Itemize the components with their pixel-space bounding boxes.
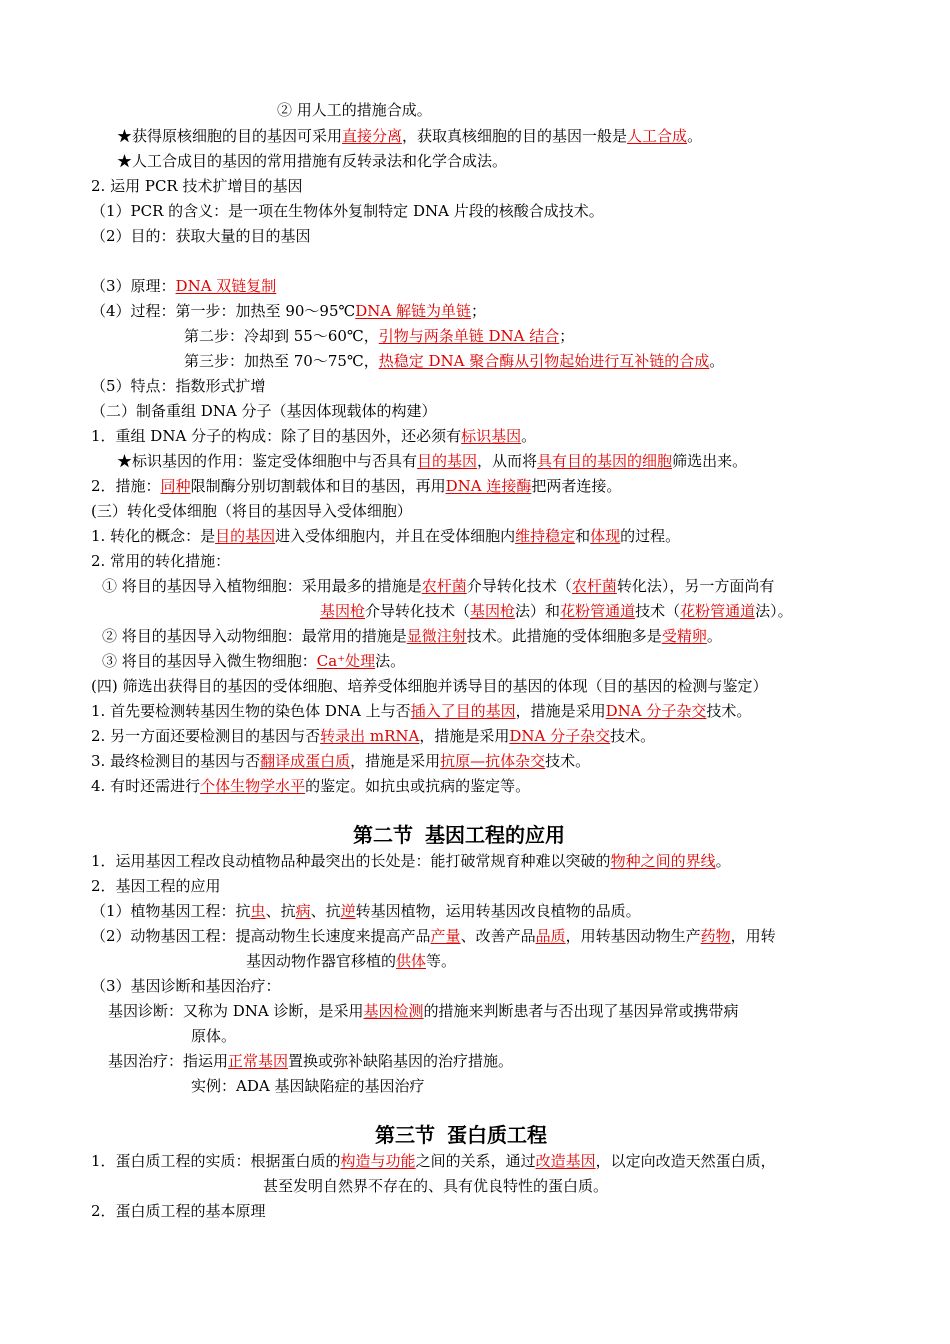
text-segment: ② 将目的基因导入动物细胞：最常用的措施是 [102, 627, 407, 645]
text-segment: （1）PCR 的含义：是一项在生物体外复制特定 DNA 片段的核酸合成技术。 [91, 202, 604, 220]
text-segment: 基因治疗：指运用 [108, 1052, 229, 1070]
key-term: 基因枪 [470, 602, 516, 620]
key-term: 人工合成 [627, 127, 688, 145]
text-segment: （1）植物基因工程：抗 [91, 902, 251, 920]
text-line [191, 1026, 236, 1046]
text-segment: 技术。 [610, 727, 656, 745]
text-segment: 第二步：冷却到 55～60℃， [184, 327, 379, 345]
text-segment: 技术。此措施的受体细胞多是 [466, 627, 662, 645]
text-segment: 1. 转化的概念：是 [91, 527, 216, 545]
text-segment: 、抗 [265, 902, 296, 920]
text-segment: 等。 [426, 952, 457, 970]
text-line [91, 226, 311, 246]
key-term: 病 [295, 902, 311, 920]
key-term: 药物 [700, 927, 731, 945]
text-segment: ★标识基因的作用：鉴定受体细胞中与否具有 [117, 452, 418, 470]
text-segment: ★获得原核细胞的目的基因可采用 [117, 127, 343, 145]
key-term: 同种 [160, 477, 191, 495]
text-segment: 技术。 [545, 752, 591, 770]
key-term: 逆 [340, 902, 356, 920]
key-term: 农杆菌 [571, 577, 617, 595]
text-line [91, 876, 221, 896]
text-line [320, 601, 793, 621]
section-heading-3 [375, 1122, 547, 1148]
text-segment: 2. 常用的转化措施： [91, 552, 231, 570]
text-segment: 的过程。 [620, 527, 681, 545]
text-segment: ① 将目的基因导入植物细胞：采用最多的措施是 [102, 577, 422, 595]
text-line [91, 1151, 776, 1171]
text-segment: 把两者连接。 [531, 477, 622, 495]
text-line [91, 976, 281, 996]
key-term: 产量 [430, 927, 461, 945]
key-term: 目的基因 [417, 452, 478, 470]
key-term: 热稳定 DNA 聚合酶从引物起始进行互补链的合成 [378, 352, 710, 370]
text-segment: ，用转基因动物生产 [565, 927, 701, 945]
text-segment: 2．蛋白质工程的基本原理 [91, 1202, 266, 1220]
text-segment: 1．重组 DNA 分子的构成：除了目的基因外，还必须有 [91, 427, 462, 445]
text-line [184, 351, 724, 371]
text-segment: 1. 首先要检测转基因生物的染色体 DNA 上与否 [91, 702, 411, 720]
text-line [91, 851, 731, 871]
heading-title: 蛋白质工程 [447, 1123, 547, 1147]
text-segment: 的鉴定。如抗虫或抗病的鉴定等。 [305, 777, 531, 795]
text-line [263, 1176, 608, 1196]
text-segment: 技术（ [635, 602, 681, 620]
key-term: 正常基因 [228, 1052, 289, 1070]
text-line [91, 376, 266, 396]
text-line [91, 426, 536, 446]
text-segment: （3）原理： [91, 277, 176, 295]
text-segment: 、改善产品 [460, 927, 536, 945]
key-term: 翻译成蛋白质 [260, 752, 351, 770]
text-segment: 筛选出来。 [672, 452, 748, 470]
text-segment: 转基因植物，运用转基因改良植物的品质。 [355, 902, 641, 920]
text-segment: 2．基因工程的应用 [91, 877, 221, 895]
key-term: DNA 双链复制 [175, 277, 277, 295]
key-term: 农杆菌 [421, 577, 467, 595]
text-line [91, 751, 590, 771]
text-line [91, 476, 621, 496]
text-line [91, 1201, 266, 1221]
text-line [184, 326, 574, 346]
text-segment: 法）。 [755, 602, 793, 620]
text-segment: 原体。 [191, 1027, 237, 1045]
text-segment: 和 [575, 527, 591, 545]
text-segment: 进入受体细胞内，并且在受体细胞内 [275, 527, 516, 545]
text-segment: 转化法），另一方面尚有 [616, 577, 775, 595]
text-line [91, 501, 412, 521]
key-term: 显微注射 [406, 627, 467, 645]
key-term: Ca⁺处理 [316, 652, 376, 670]
text-segment: ★人工合成目的基因的常用措施有反转录法和化学合成法。 [117, 152, 508, 170]
key-term: 受精卵 [661, 627, 707, 645]
text-segment: （二）制备重组 DNA 分子（基因体现载体的构建） [91, 402, 437, 420]
text-line [91, 901, 641, 921]
key-term: 插入了目的基因 [410, 702, 516, 720]
key-term: 改造基因 [535, 1152, 596, 1170]
text-line [91, 176, 302, 196]
text-line [91, 776, 530, 796]
key-term: 基因枪 [320, 602, 366, 620]
text-line [191, 1076, 424, 1096]
text-segment: 、抗 [310, 902, 341, 920]
text-segment: (三）转化受体细胞（将目的基因导入受体细胞） [91, 502, 412, 520]
text-segment: 法。 [375, 652, 406, 670]
text-line [108, 1001, 739, 1021]
text-segment: 第三步：加热至 70～75℃， [184, 352, 379, 370]
text-segment: （5）特点：指数形式扩增 [91, 377, 266, 395]
text-segment: 置换或弥补缺陷基因的治疗措施。 [288, 1052, 514, 1070]
key-term: 目的基因 [215, 527, 276, 545]
text-segment: 。 [687, 127, 703, 145]
text-segment: 4. 有时还需进行 [91, 777, 201, 795]
key-term: 维持稳定 [515, 527, 576, 545]
text-segment: (四) 筛选出获得目的基因的受体细胞、培养受体细胞并诱导目的基因的体现（目的基因的检测与鉴定） [91, 677, 768, 695]
key-term: DNA 连接酶 [445, 477, 532, 495]
text-line [91, 676, 767, 696]
text-segment: 之间的关系，通过 [415, 1152, 536, 1170]
text-segment: 。 [715, 852, 731, 870]
text-line [91, 401, 437, 421]
text-segment: 1．运用基因工程改良动植物品种最突出的长处是：能打破常规育种难以突破的 [91, 852, 611, 870]
key-term: 个体生物学水平 [200, 777, 306, 795]
key-term: 抗原—抗体杂交 [440, 752, 546, 770]
key-term: 物种之间的界线 [610, 852, 716, 870]
key-term: 具有目的基因的细胞 [537, 452, 673, 470]
key-term: DNA 分子杂交 [605, 702, 707, 720]
text-segment: 1．蛋白质工程的实质：根据蛋白质的 [91, 1152, 341, 1170]
text-segment: 介导转化技术（ [365, 602, 471, 620]
text-line [91, 301, 486, 321]
text-line [91, 701, 751, 721]
key-term: DNA 解链为单链 [355, 302, 472, 320]
text-segment: 限制酶分别切割载体和目的基因，再用 [190, 477, 446, 495]
key-term: 标识基因 [461, 427, 522, 445]
key-term: 花粉管通道 [680, 602, 756, 620]
text-line [277, 100, 432, 120]
text-segment: 的措施来判断患者与否出现了基因异常或携带病 [423, 1002, 739, 1020]
text-line [102, 651, 405, 671]
text-segment: ； [559, 327, 575, 345]
text-segment: 基因诊断：又称为 DNA 诊断，是采用 [108, 1002, 364, 1020]
text-segment: 基因动物作器官移植的 [246, 952, 397, 970]
heading-number: 第三节 [375, 1123, 435, 1147]
section-heading-2 [353, 822, 565, 848]
text-line [91, 276, 276, 296]
text-segment: ③ 将目的基因导入微生物细胞： [102, 652, 317, 670]
text-segment: （2）目的：获取大量的目的基因 [91, 227, 311, 245]
text-segment: 实例：ADA 基因缺陷症的基因治疗 [191, 1077, 425, 1095]
text-segment: ，从而将 [477, 452, 538, 470]
key-term: 品质 [535, 927, 566, 945]
text-segment: 介导转化技术（ [466, 577, 572, 595]
key-term: 体现 [590, 527, 621, 545]
text-segment: 法）和 [515, 602, 561, 620]
text-segment: 3. 最终检测目的基因与否 [91, 752, 261, 770]
heading-number: 第二节 [353, 823, 413, 847]
key-term: 基因检测 [363, 1002, 424, 1020]
text-segment: （2）动物基因工程：提高动物生长速度来提高产品 [91, 927, 431, 945]
text-segment: 2. 另一方面还要检测目的基因与否 [91, 727, 321, 745]
text-line [91, 201, 604, 221]
text-line [91, 526, 680, 546]
heading-title: 基因工程的应用 [425, 823, 565, 847]
key-term: 引物与两条单链 DNA 结合 [378, 327, 560, 345]
text-segment: 技术。 [706, 702, 752, 720]
text-line [102, 576, 774, 596]
text-line [117, 151, 507, 171]
text-segment: 。 [709, 352, 725, 370]
key-term: 构造与功能 [340, 1152, 416, 1170]
text-line [91, 726, 655, 746]
key-term: DNA 分子杂交 [509, 727, 611, 745]
text-segment: 甚至发明自然界不存在的、具有优良特性的蛋白质。 [263, 1177, 609, 1195]
key-term: 虫 [250, 902, 266, 920]
text-segment: ，获取真核细胞的目的基因一般是 [402, 127, 628, 145]
text-line [102, 626, 722, 646]
text-segment: ，措施是采用 [350, 752, 441, 770]
text-segment: 2．措施： [91, 477, 161, 495]
key-term: 供体 [396, 952, 427, 970]
key-term: 直接分离 [342, 127, 403, 145]
text-line [91, 926, 776, 946]
text-segment: ； [471, 302, 487, 320]
text-segment: ，用转 [730, 927, 776, 945]
key-term: 花粉管通道 [560, 602, 636, 620]
text-segment: 。 [521, 427, 537, 445]
text-line [108, 1051, 513, 1071]
text-segment: 2. 运用 PCR 技术扩增目的基因 [91, 177, 303, 195]
text-segment: （3）基因诊断和基因治疗： [91, 977, 281, 995]
text-segment: 。 [706, 627, 722, 645]
text-line [91, 551, 230, 571]
text-segment: ，措施是采用 [419, 727, 510, 745]
text-segment: ，措施是采用 [515, 702, 606, 720]
text-segment: （4）过程：第一步：加热至 90～95℃ [91, 302, 356, 320]
text-segment: ② 用人工的措施合成。 [277, 101, 432, 119]
text-line [246, 951, 456, 971]
key-term: 转录出 mRNA [320, 727, 420, 745]
text-line [117, 126, 702, 146]
text-line [117, 451, 747, 471]
text-segment: ，以定向改造天然蛋白质， [595, 1152, 776, 1170]
